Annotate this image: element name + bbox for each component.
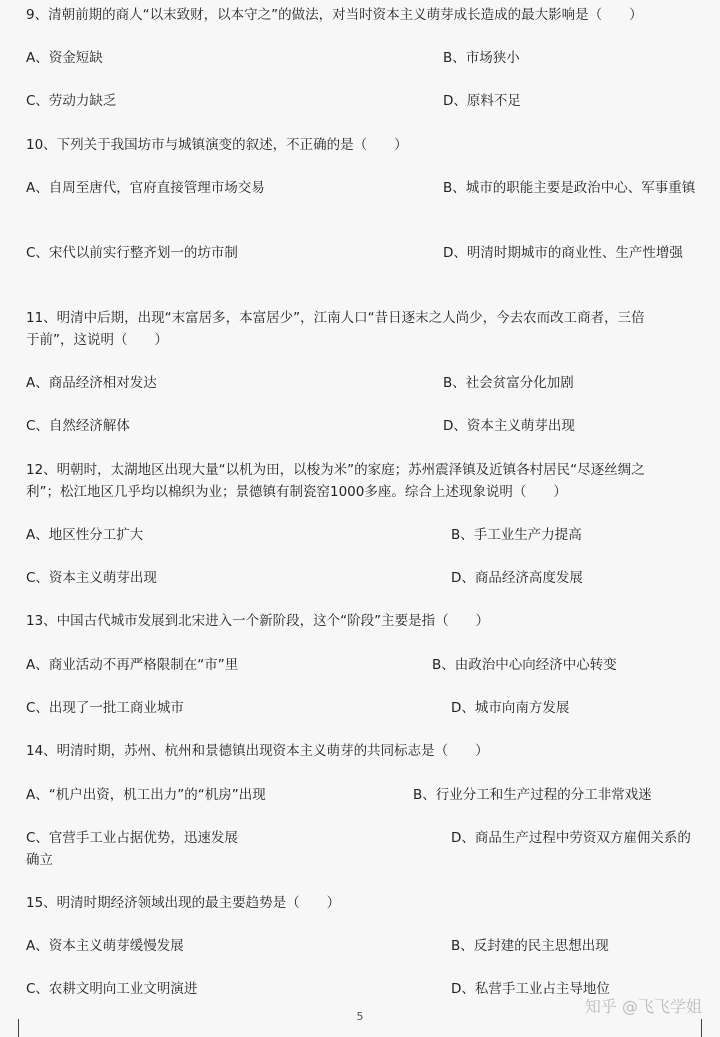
q14-option-a: A、“机户出资，机工出力”的“机房”出现 bbox=[26, 787, 266, 803]
q10-option-b: B、城市的职能主要是政治中心、军事重镇 bbox=[443, 180, 696, 196]
q12-option-b: B、手工业生产力提高 bbox=[451, 527, 582, 543]
q14-option-c: C、官营手工业占据优势，迅速发展 bbox=[26, 830, 238, 846]
question-10-stem: 10、下列关于我国坊市与城镇演变的叙述，不正确的是（ ） bbox=[26, 137, 408, 153]
q13-option-c: C、出现了一批工商业城市 bbox=[26, 700, 184, 716]
q12-option-a: A、地区性分工扩大 bbox=[26, 527, 144, 543]
question-14-stem: 14、明清时期，苏州、杭州和景德镇出现资本主义萌芽的共同标志是（ ） bbox=[26, 743, 489, 759]
question-11-stem-line-1: 11、明清中后期，出现“末富居多，本富居少”，江南人口“昔日逐末之人尚少，今去农而改工商者，三倍 bbox=[26, 310, 645, 326]
q11-option-b: B、社会贫富分化加剧 bbox=[443, 375, 574, 391]
q11-option-a: A、商品经济相对发达 bbox=[26, 375, 157, 391]
q15-option-d: D、私营手工业占主导地位 bbox=[451, 981, 610, 997]
q11-option-d: D、资本主义萌芽出现 bbox=[443, 418, 575, 434]
page-corner-mark-right bbox=[701, 1019, 720, 1037]
question-12-stem-line-1: 12、明朝时，太湖地区出现大量“以机为田，以梭为米”的家庭；苏州震泽镇及近镇各村居民“尽逐丝绸之 bbox=[26, 462, 645, 478]
q9-option-c: C、劳动力缺乏 bbox=[26, 93, 117, 109]
q15-option-a: A、资本主义萌芽缓慢发展 bbox=[26, 938, 184, 954]
q13-option-d: D、城市向南方发展 bbox=[451, 700, 570, 716]
q14-option-b: B、行业分工和生产过程的分工非常戏迷 bbox=[413, 787, 652, 803]
q10-option-c: C、宋代以前实行整齐划一的坊市制 bbox=[26, 245, 238, 261]
q15-option-b: B、反封建的民主思想出现 bbox=[451, 938, 609, 954]
question-9-stem: 9、清朝前期的商人“以末致财，以本守之”的做法，对当时资本主义萌芽成长造成的最大影响是（ ） bbox=[26, 7, 643, 23]
q9-option-a: A、资金短缺 bbox=[26, 50, 103, 66]
question-11-stem-line-2: 于前”，这说明（ ） bbox=[26, 332, 168, 348]
q10-option-d: D、明清时期城市的商业性、生产性增强 bbox=[443, 245, 683, 261]
q11-option-c: C、自然经济解体 bbox=[26, 418, 130, 434]
q12-option-d: D、商品经济高度发展 bbox=[451, 570, 583, 586]
question-13-stem: 13、中国古代城市发展到北宋进入一个新阶段，这个“阶段”主要是指（ ） bbox=[26, 613, 490, 629]
q12-option-c: C、资本主义萌芽出现 bbox=[26, 570, 157, 586]
q15-option-c: C、农耕文明向工业文明演进 bbox=[26, 981, 198, 997]
q10-option-a: A、自周至唐代，官府直接管理市场交易 bbox=[26, 180, 265, 196]
page-number: 5 bbox=[356, 1010, 364, 1023]
q13-option-a: A、商业活动不再严格限制在“市”里 bbox=[26, 657, 239, 673]
q9-option-d: D、原料不足 bbox=[443, 93, 521, 109]
q9-option-b: B、市场狭小 bbox=[443, 50, 520, 66]
question-12-stem-line-2: 利”；松江地区几乎均以棉织为业；景德镇有制瓷窑1000多座。综合上述现象说明（ ） bbox=[26, 484, 567, 500]
q13-option-b: B、由政治中心向经济中心转变 bbox=[432, 657, 617, 673]
q14-option-d: D、商品生产过程中劳资双方雇佣关系的确立 bbox=[26, 830, 691, 868]
page-corner-mark-left bbox=[0, 1019, 19, 1037]
question-15-stem: 15、明清时期经济领域出现的最主要趋势是（ ） bbox=[26, 895, 341, 911]
watermark: 知乎 @飞飞学姐 bbox=[584, 997, 702, 1016]
